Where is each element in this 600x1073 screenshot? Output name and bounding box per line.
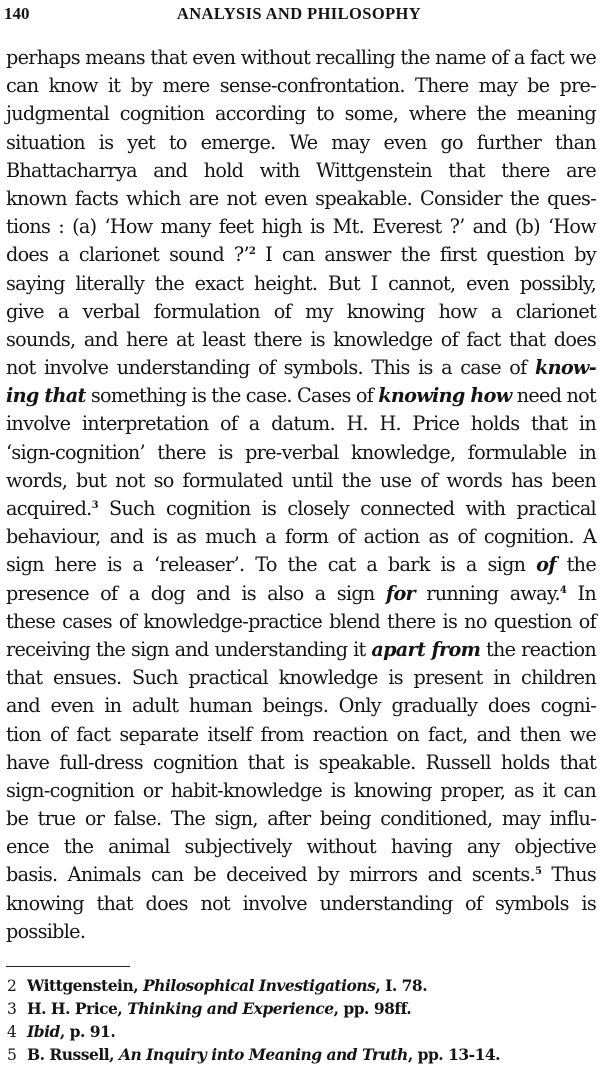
- text-line: receiving the sign and understanding it apart from the reaction: [6, 637, 596, 661]
- text-line: involve interpretation of a datum. H. H. Price holds that in: [6, 412, 596, 436]
- text-line: saying literally the exact height. But I cannot, even possibly,: [6, 271, 596, 295]
- text-line: Bhattacharrya and hold with Wittgenstein that there are: [6, 158, 596, 182]
- footnote: 4 Ibid, p. 91.: [7, 1020, 597, 1043]
- text-line: situation is yet to emerge. We may even go further than: [6, 130, 596, 154]
- text-line: not involve understanding of symbols. This is a case of know-: [6, 356, 596, 380]
- text-line: sign here is a ‘releaser’. To the cat a bark is a sign of the: [6, 553, 596, 577]
- running-head: ANALYSIS AND PHILOSOPHY: [176, 4, 422, 23]
- text-line: acquired.$^3$ Such cognition is closely connected with practical: [6, 497, 596, 520]
- text-line: that ensues. Such practical knowledge is present in children: [6, 666, 596, 690]
- text-line: perhaps means that even without recalling the name of a fact we: [6, 46, 596, 69]
- emphasis: for: [385, 581, 415, 605]
- text-line: give a verbal formulation of my knowing how a clarionet: [6, 299, 596, 323]
- text-line: basis. Animals can be deceived by mirrors and scents.$^5$ Thus: [6, 863, 596, 887]
- text-line: these cases of knowledge-practice blend there is no question of: [6, 609, 596, 633]
- text-line: can know it by mere sense-confrontation. There may be pre-: [6, 74, 596, 98]
- text-line: sign-cognition or habit-knowledge is knowing proper, as it can: [6, 778, 596, 802]
- emphasis: of: [536, 553, 556, 577]
- text-line: and even in adult human beings. Only gradually does cogni-: [6, 694, 596, 718]
- footnote-number: 4: [7, 1023, 17, 1041]
- text-line: does a clarionet sound ?’$^2$ I can answer the first question by: [6, 243, 596, 267]
- text-line: known facts which are not even speakable. Consider the ques-: [6, 186, 596, 210]
- footnote-number: 2: [7, 977, 17, 995]
- text-line: be true or false. The sign, after being conditioned, may influ-: [6, 807, 596, 831]
- text-line: words, but not so formulated until the use of words has been: [6, 468, 596, 492]
- page-number: 140: [4, 4, 30, 23]
- emphasis: know-: [534, 356, 596, 380]
- text-line: tion of fact separate itself from reaction on fact, and then we: [6, 722, 596, 746]
- footnote: 5 B. Russell, An Inquiry into Meaning and Truth, pp. 13-14.: [7, 1043, 597, 1066]
- emphasis: ing that: [6, 384, 86, 408]
- emphasis: knowing how: [378, 384, 512, 408]
- text-line: ing that something is the case. Cases of knowing how need not: [6, 384, 596, 408]
- text-line: tions : (a) ‘How many feet high is Mt. Everest ?’ and (b) ‘How: [6, 215, 596, 239]
- footnote-number: 5: [7, 1046, 17, 1064]
- text-line: ence the animal subjectively without having any objective: [6, 835, 596, 859]
- text-line: knowing that does not involve understanding of symbols is: [6, 891, 596, 915]
- text-line: presence of a dog and is also a sign for running away.$^4$ In: [6, 581, 596, 605]
- body-text: [6, 44, 596, 946]
- page-header: [4, 4, 594, 26]
- text-line: possible.: [6, 919, 86, 943]
- footnote-ref-3: 3: [91, 500, 98, 511]
- text-line: behaviour, and is as much a form of action as of cognition. A: [6, 525, 596, 549]
- emphasis: apart from: [371, 637, 481, 661]
- footnote-divider: [6, 966, 130, 967]
- footnote-number: 3: [7, 1000, 17, 1018]
- footnote: 2 Wittgenstein, Philosophical Investigations, I. 78.: [7, 974, 597, 997]
- footnotes: [7, 974, 597, 1066]
- footnote: 3 H. H. Price, Thinking and Experience, pp. 98ff.: [7, 997, 597, 1020]
- text-line: sounds, and here at least there is knowledge of fact that does: [6, 327, 596, 351]
- footnote-ref-5: 5: [534, 866, 542, 878]
- footnote-ref-4: 4: [559, 584, 567, 596]
- text-line: ‘sign-cognition’ there is pre-verbal knowledge, formulable in: [6, 440, 596, 464]
- text-line: judgmental cognition according to some, where the meaning: [6, 102, 596, 126]
- footnote-ref-2: 2: [248, 246, 256, 258]
- text-line: have full-dress cognition that is speakable. Russell holds that: [6, 750, 596, 774]
